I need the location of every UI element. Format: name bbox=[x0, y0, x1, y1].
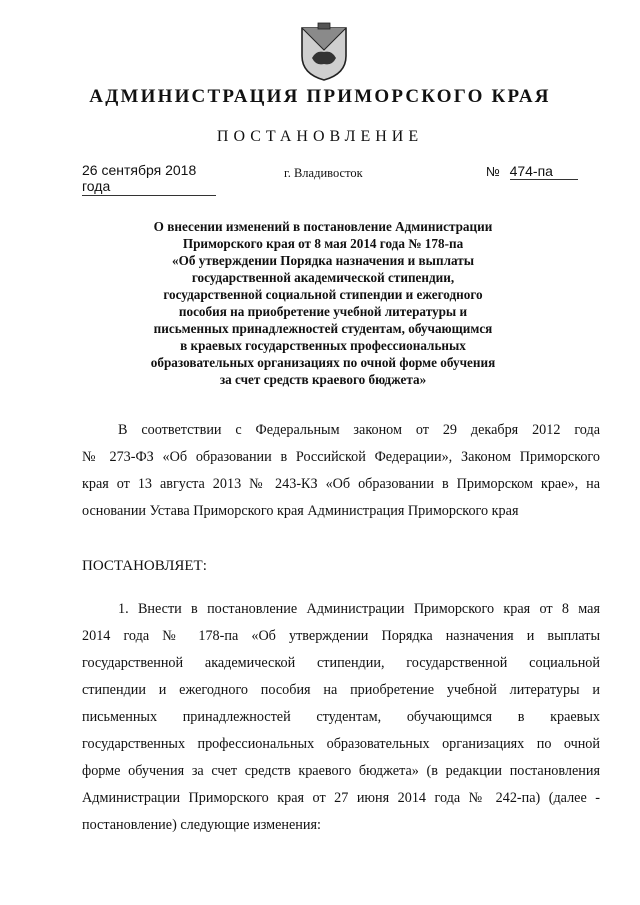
document-type: ПОСТАНОВЛЕНИЕ bbox=[216, 128, 424, 145]
subject-line: «Об утверждении Порядка назначения и выплаты bbox=[172, 253, 474, 268]
item-line: письменных принадлежностей студентам, обучающимся в краевых bbox=[82, 709, 600, 725]
organization-name: АДМИНИСТРАЦИЯ ПРИМОРСКОГО КРАЯ bbox=[89, 86, 551, 107]
document-city: г. Владивосток bbox=[284, 166, 363, 180]
subject-line: письменных принадлежностей студентам, обучающимся bbox=[153, 321, 493, 336]
item-line: 1. Внести в постановление Администрации Приморского края от 8 мая bbox=[118, 601, 600, 617]
item-line: стипендии и ежегодного пособия на приобретение учебной литературы и bbox=[82, 682, 600, 698]
item-line: государственной академической стипендии, государственной социальной bbox=[82, 655, 600, 671]
resolves-heading: ПОСТАНОВЛЯЕТ: bbox=[82, 558, 207, 574]
number-label: № bbox=[486, 164, 500, 179]
document-number: 474-па bbox=[510, 163, 578, 180]
item-line: постановление) следующие изменения: bbox=[82, 817, 321, 833]
document-subject bbox=[90, 218, 556, 388]
coat-of-arms-icon bbox=[298, 22, 350, 82]
subject-line: образовательных организациях по очной форме обучения bbox=[150, 355, 496, 370]
item-1-paragraph bbox=[82, 596, 600, 839]
item-line: государственных профессиональных образовательных организациях по очной bbox=[82, 736, 600, 752]
item-line: 2014 года № 178-па «Об утверждении Порядка назначения и выплаты bbox=[82, 628, 600, 644]
document-date: 26 сентября 2018 года bbox=[82, 162, 216, 196]
preamble-line: края от 13 августа 2013 № 243-КЗ «Об образовании в Приморском крае», на bbox=[82, 476, 600, 492]
preamble-paragraph bbox=[82, 417, 600, 525]
preamble-line: основании Устава Приморского края Администрация Приморского края bbox=[82, 503, 519, 519]
document-number-block bbox=[486, 163, 578, 180]
item-line: форме обучения за счет средств краевого бюджета» (в редакции постановления bbox=[82, 763, 600, 779]
subject-line: в краевых государственных профессиональных bbox=[180, 338, 466, 353]
subject-line: Приморского края от 8 мая 2014 года № 178-па bbox=[182, 236, 464, 251]
coat-of-arms-emblem bbox=[298, 22, 350, 82]
preamble-line: В соответствии с Федеральным законом от 29 декабря 2012 года bbox=[118, 422, 600, 438]
subject-line: государственной социальной стипендии и ежегодного bbox=[163, 287, 483, 302]
subject-line: О внесении изменений в постановление Администрации bbox=[153, 219, 493, 234]
subject-line: за счет средств краевого бюджета» bbox=[219, 372, 427, 387]
preamble-line: № 273-ФЗ «Об образовании в Российской Федерации», Законом Приморского bbox=[82, 449, 600, 465]
item-line: Администрации Приморского края от 27 июня 2014 года № 242-па) (далее - bbox=[82, 790, 600, 806]
subject-line: пособия на приобретение учебной литературы и bbox=[178, 304, 468, 319]
subject-line: государственной академической стипендии, bbox=[191, 270, 455, 285]
